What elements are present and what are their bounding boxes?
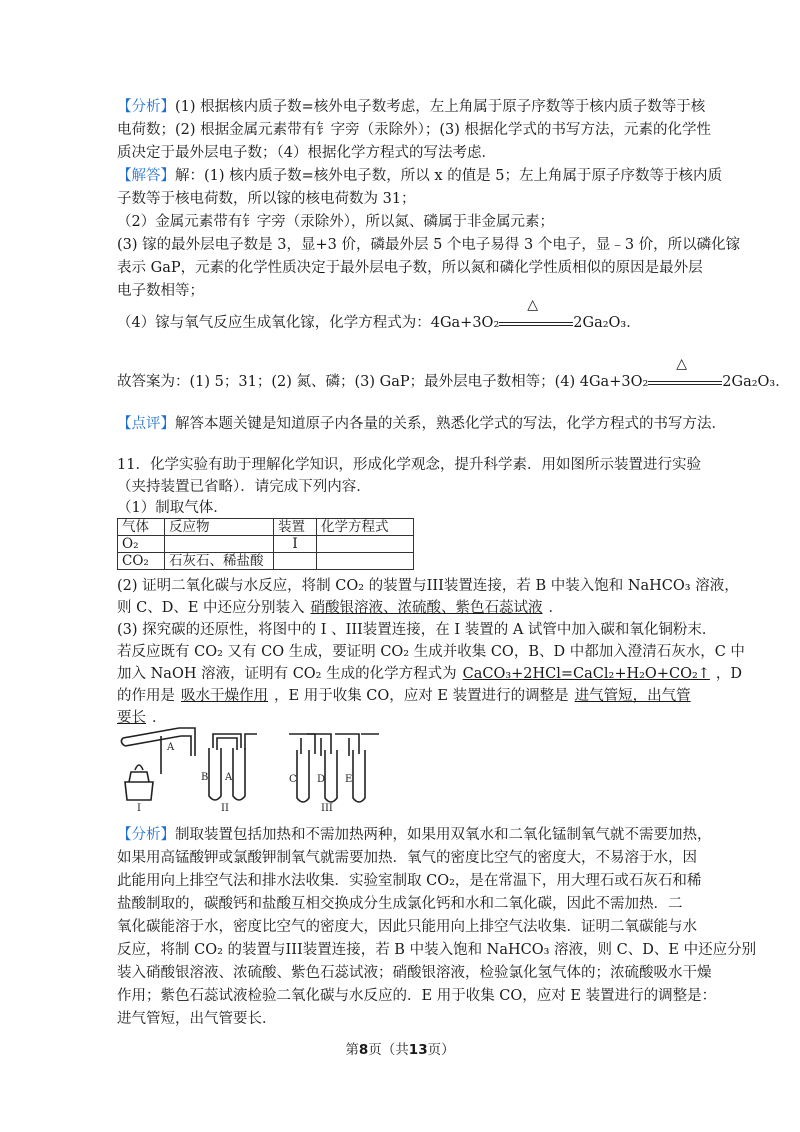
punctuation: ． — [152, 710, 167, 726]
analysis-line: 作用；紫色石蕊试液检验二氧化碳与水反应的．E 用于收集 CO，应对 E 装置进行的调整是： — [117, 988, 717, 1004]
final-answer-line — [117, 356, 790, 392]
label-e: E — [345, 774, 353, 785]
punctuation: ． — [548, 600, 564, 616]
label-ii: II — [221, 803, 229, 812]
part-3-text: ，E 用于收集 CO，应对 E 装置进行的调整是 — [274, 688, 569, 704]
table-cell — [274, 553, 317, 570]
analysis-line: 此能用向上排空气法和排水法收集．实验室制取 CO₂，是在常温下，用大理石或石灰石和稀 — [117, 873, 702, 889]
part-3-text: ，D — [715, 666, 743, 682]
analysis-line: 如果用高锰酸钾或氯酸钾制氧气就需要加热．氧气的密度比空气的密度大，不易溶于水，因 — [117, 850, 697, 866]
table-cell — [165, 536, 274, 553]
answer-line: 电子数相等； — [117, 283, 204, 299]
heat-condition — [499, 297, 573, 333]
part-2-text: 则 C、D、E 中还应分别装入 — [117, 600, 305, 616]
analysis-line: 氧化碳能溶于水，密度比空气的密度大，因此只能用向上排空气法收集．证明二氧碳能与水 — [117, 919, 697, 935]
analysis-line: 电荷数；(2) 根据金属元素带有钅字旁（汞除外）；(3) 根据化学式的书写方法，元素的化学性 — [117, 122, 712, 138]
analysis-text: 制取装置包括加热和不需加热两种，如果用双氧水和二氧化锰制氧气就不需要加热， — [175, 827, 712, 843]
table-cell: 石灰石、稀盐酸 — [165, 553, 274, 570]
table-header: 装置 — [274, 519, 317, 536]
label-a: A — [167, 742, 175, 753]
label-a2: A — [225, 772, 233, 783]
gas-table — [117, 518, 414, 570]
table-header: 化学方程式 — [317, 519, 414, 536]
part-2-line — [117, 598, 563, 618]
heat-condition — [648, 356, 722, 392]
delta-icon: △ — [527, 297, 539, 313]
analysis-line — [117, 825, 712, 845]
table-header: 气体 — [118, 519, 165, 536]
table-cell: O₂ — [118, 536, 165, 553]
label-b: B — [201, 772, 209, 783]
part-3-line — [117, 664, 742, 684]
review-line — [117, 414, 726, 434]
part-3-line — [117, 686, 697, 706]
equation-line — [117, 297, 641, 333]
page-total: 13 — [408, 1042, 428, 1058]
question-stem: 11．化学实验有助于理解化学知识，形成化学观念，提升科学素．用如图所示装置进行实验 — [117, 457, 701, 473]
fill-blank-answer: 吸水干燥作用 — [181, 688, 268, 704]
analysis-text: (1) 根据核内质子数=核外电子数考虑，左上角属于原子序数等于核内质子数等于核 — [175, 99, 706, 115]
label-iii: III — [321, 803, 333, 812]
table-cell: CO₂ — [118, 553, 165, 570]
analysis-line: 反应，将制 CO₂ 的装置与III装置连接，若 B 中装入饱和 NaHCO₃ 溶液，则 C、D、E 中还应分别 — [117, 942, 757, 958]
page-footer — [0, 1038, 800, 1058]
page-number: 8 — [358, 1042, 369, 1058]
table-cell — [317, 553, 414, 570]
label-d: D — [317, 774, 326, 785]
table-cell: I — [274, 536, 317, 553]
tube-b — [209, 748, 221, 800]
tube-a2 — [233, 748, 245, 800]
table-row — [118, 553, 414, 570]
table-row — [118, 536, 414, 553]
part-1-label: （1）制取气体． — [117, 500, 228, 516]
part-3-text: 的作用是 — [117, 688, 175, 704]
answer-text: 解：(1) 核内质子数=核外电子数，所以 x 的值是 5；左上角属于原子序数等于核内质 — [175, 168, 723, 184]
answer-line: （2）金属元素带有钅字旁（汞除外），所以氮、磷属于非金属元素； — [117, 214, 554, 230]
fill-blank-answer: CaCO₃+2HCl=CaCl₂+H₂O+CO₂↑ — [462, 666, 710, 682]
answer-line: 表示 GaP，元素的化学性质决定于最外层电子数，所以氮和磷化学性质相似的原因是最外层 — [117, 260, 703, 276]
part-3-text: 加入 NaOH 溶液，证明有 CO₂ 生成的化学方程式为 — [117, 666, 457, 682]
burner-stand — [125, 782, 153, 800]
final-answer-right: 2Ga₂O₃． — [722, 374, 790, 390]
final-answer-left: 故答案为：(1) 5；31；(2) 氮、磷；(3) GaP；最外层电子数相等；(4) 4Ga+3O₂ — [117, 374, 649, 390]
label-i: I — [137, 803, 141, 812]
analysis-line: 装入硝酸银溶液、浓硫酸、紫色石蕊试液；硝酸银溶液，检验氯化氢气体的；浓硫酸吸水干燥 — [117, 965, 712, 981]
part-3-line: 若反应既有 CO₂ 又有 CO 生成，要证明 CO₂ 生成并收集 CO，B、D 中都加入澄清石灰水，C 中 — [117, 644, 745, 660]
analysis-tag: 【分析】 — [117, 827, 175, 843]
answer-line — [117, 166, 722, 186]
label-c: C — [289, 774, 297, 785]
tube-d — [325, 750, 337, 802]
footer-text: 页） — [427, 1042, 455, 1058]
answer-line: (3) 镓的最外层电子数是 3，显+3 价，磷最外层 5 个电子易得 3 个电子，显﹣3 价，所以磷化镓 — [117, 237, 741, 253]
delta-icon: △ — [676, 356, 688, 372]
footer-text: 第 — [345, 1042, 359, 1058]
analysis-line — [117, 97, 705, 117]
analysis-line: 盐酸制取的，碳酸钙和盐酸互相交换成分生成氯化钙和水和二氧化碳，因此不需加热．二 — [117, 896, 683, 912]
fill-blank-answer: 要长 — [117, 710, 146, 726]
analysis-line: 进气管短，出气管要长． — [117, 1011, 277, 1027]
answer-line: 子数等于核电荷数，所以镓的核电荷数为 31； — [117, 191, 416, 207]
equation-left: （4）镓与氧气反应生成氧化镓，化学方程式为：4Ga+3O₂ — [117, 315, 500, 331]
footer-text: 页（共 — [368, 1042, 409, 1058]
analysis-tag: 【分析】 — [117, 99, 175, 115]
answer-tag: 【解答】 — [117, 168, 175, 184]
analysis-line: 质决定于最外层电子数；（4）根据化学方程式的写法考虑． — [117, 145, 496, 161]
fill-blank-answer: 硝酸银溶液、浓硫酸、紫色石蕊试液 — [310, 600, 543, 616]
part-3-line: (3) 探究碳的还原性，将图中的 I 、III装置连接，在 I 装置的 A 试管中加入碳和氧化铜粉末． — [117, 622, 717, 638]
apparatus-figure — [117, 720, 417, 812]
table-header-row — [118, 519, 414, 536]
table-cell — [317, 536, 414, 553]
equation-right: 2Ga₂O₃． — [573, 315, 641, 331]
table-header: 反应物 — [165, 519, 274, 536]
tube-c — [297, 750, 309, 802]
fill-blank-answer: 进气管短，出气管 — [574, 688, 691, 704]
part-2-line: (2) 证明二氧化碳与水反应，将制 CO₂ 的装置与III装置连接，若 B 中装入饱和 NaHCO₃ 溶液， — [117, 578, 739, 594]
review-text: 解答本题关键是知道原子内各量的关系，熟悉化学式的写法，化学方程式的书写方法． — [175, 416, 726, 432]
review-tag: 【点评】 — [117, 416, 175, 432]
question-stem: （夹持装置已省略）．请完成下列内容． — [117, 479, 371, 495]
tube-e — [353, 750, 365, 802]
